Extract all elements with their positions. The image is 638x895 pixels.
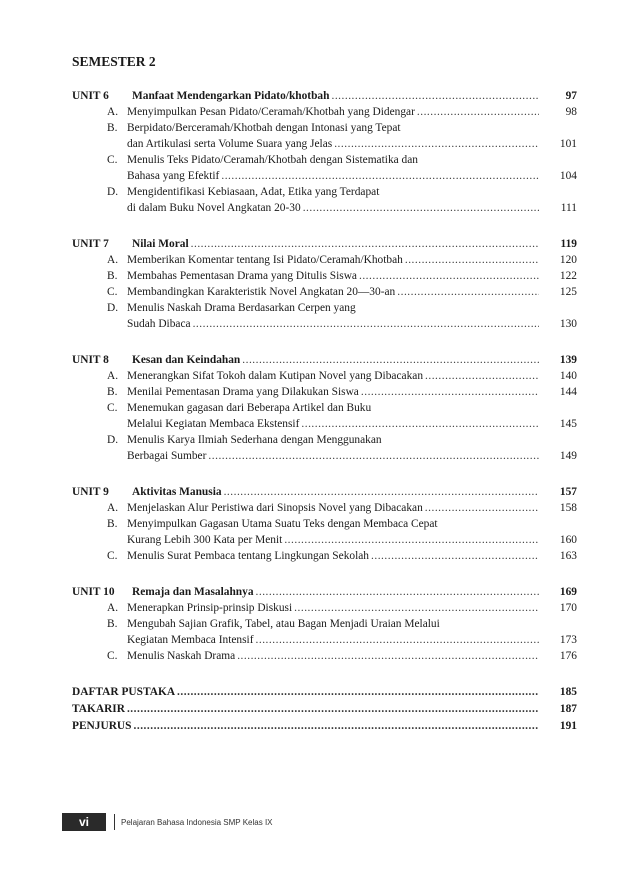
entry-letter: A. <box>107 502 119 514</box>
toc-entry-row[interactable] <box>72 105 577 120</box>
entry-page-number: 149 <box>559 450 577 462</box>
unit-page-number: 139 <box>559 354 577 366</box>
toc-entry-row[interactable] <box>72 153 577 168</box>
entry-page-number: 160 <box>559 534 577 546</box>
entry-title: Menulis Surat Pembaca tentang Lingkungan Sekolah <box>127 550 370 562</box>
entry-page-number: 144 <box>559 386 577 398</box>
dot-leader <box>224 485 539 500</box>
entry-page-number: 170 <box>559 602 577 614</box>
dot-leader <box>334 137 539 152</box>
toc-entry-row[interactable] <box>72 417 577 432</box>
entry-letter: D. <box>107 434 119 446</box>
entry-page-number: 173 <box>559 634 577 646</box>
toc-entry-row[interactable] <box>72 253 577 268</box>
unit-code: UNIT 6 <box>72 90 109 102</box>
dot-leader <box>425 501 539 516</box>
toc-entry-row[interactable] <box>72 201 577 216</box>
entry-letter: B. <box>107 518 118 530</box>
back-matter-row[interactable] <box>72 719 577 734</box>
unit-block <box>72 89 577 216</box>
unit-heading-row[interactable] <box>72 353 577 368</box>
toc-entry-row[interactable] <box>72 601 577 616</box>
dot-leader <box>425 369 539 384</box>
entry-page-number: 158 <box>559 502 577 514</box>
entry-letter: B. <box>107 270 118 282</box>
entry-page-number: 145 <box>559 418 577 430</box>
unit-title: Aktivitas Manusia <box>132 486 222 498</box>
toc-entry-row[interactable] <box>72 385 577 400</box>
dot-leader <box>134 719 540 734</box>
dot-leader <box>256 585 539 600</box>
back-matter-page-number: 185 <box>559 686 577 698</box>
unit-code: UNIT 8 <box>72 354 109 366</box>
dot-leader <box>294 601 539 616</box>
dot-leader <box>221 169 539 184</box>
unit-page-number: 119 <box>560 238 577 250</box>
dot-leader <box>361 385 539 400</box>
page-number: vi <box>62 813 106 831</box>
dot-leader <box>303 201 539 216</box>
unit-code: UNIT 10 <box>72 586 115 598</box>
entry-page-number: 98 <box>565 106 577 118</box>
toc-entry-row[interactable] <box>72 549 577 564</box>
toc-entry-row[interactable] <box>72 301 577 316</box>
entry-page-number: 111 <box>560 202 577 214</box>
toc-entry-row[interactable] <box>72 617 577 632</box>
entry-page-number: 130 <box>559 318 577 330</box>
unit-title: Nilai Moral <box>132 238 189 250</box>
toc-entry-row[interactable] <box>72 433 577 448</box>
entry-title-continued: Sudah Dibaca <box>127 318 191 330</box>
dot-leader <box>177 685 539 700</box>
entry-page-number: 120 <box>559 254 577 266</box>
entry-title: Menulis Teks Pidato/Ceramah/Khotbah dengan Sistematika dan <box>127 154 418 166</box>
entry-title: Menerapkan Prinsip-prinsip Diskusi <box>127 602 293 614</box>
entry-letter: A. <box>107 370 119 382</box>
entry-letter: B. <box>107 386 118 398</box>
entry-title: Membahas Pementasan Drama yang Ditulis Siswa <box>127 270 357 282</box>
entry-page-number: 140 <box>559 370 577 382</box>
toc-entry-row[interactable] <box>72 317 577 332</box>
dot-leader <box>242 353 539 368</box>
toc-entry-row[interactable] <box>72 649 577 664</box>
entry-title: Menyimpulkan Pesan Pidato/Ceramah/Khotbah yang Didengar <box>127 106 415 118</box>
dot-leader <box>371 549 539 564</box>
page-footer <box>62 813 273 831</box>
entry-letter: C. <box>107 286 118 298</box>
entry-title: Menilai Pementasan Drama yang Dilakukan Siswa <box>127 386 359 398</box>
toc-entry-row[interactable] <box>72 121 577 136</box>
back-matter-title: TAKARIR <box>72 703 125 715</box>
entry-title: Menjelaskan Alur Peristiwa dari Sinopsis Novel yang Dibacakan <box>127 502 423 514</box>
unit-title: Kesan dan Keindahan <box>132 354 241 366</box>
entry-letter: C. <box>107 550 118 562</box>
entry-letter: B. <box>107 618 118 630</box>
unit-heading-row[interactable] <box>72 585 577 600</box>
entry-title: Menulis Naskah Drama <box>127 650 236 662</box>
unit-block <box>72 585 577 664</box>
entry-page-number: 122 <box>559 270 577 282</box>
entry-title: Berpidato/Berceramah/Khotbah dengan Intonasi yang Tepat <box>127 122 401 134</box>
entry-letter: D. <box>107 302 119 314</box>
entry-letter: A. <box>107 602 119 614</box>
entry-letter: A. <box>107 106 119 118</box>
unit-heading-row[interactable] <box>72 237 577 252</box>
unit-title: Remaja dan Masalahnya <box>132 586 254 598</box>
dot-leader <box>405 253 539 268</box>
dot-leader <box>191 237 539 252</box>
toc-entry-row[interactable] <box>72 137 577 152</box>
entry-title-continued: Melalui Kegiatan Membaca Ekstensif <box>127 418 300 430</box>
toc-entry-row[interactable] <box>72 369 577 384</box>
entry-title-continued: Berbagai Sumber <box>127 450 207 462</box>
semester-heading: SEMESTER 2 <box>72 54 156 69</box>
entry-title: Menyimpulkan Gagasan Utama Suatu Teks dengan Membaca Cepat <box>127 518 438 530</box>
dot-leader <box>208 449 539 464</box>
dot-leader <box>331 89 539 104</box>
unit-page-number: 157 <box>559 486 577 498</box>
dot-leader <box>127 702 539 717</box>
unit-block <box>72 485 577 564</box>
unit-block <box>72 237 577 332</box>
toc-entry-row[interactable] <box>72 185 577 200</box>
entry-letter: C. <box>107 154 118 166</box>
toc-entry-row[interactable] <box>72 501 577 516</box>
entry-letter: D. <box>107 186 119 198</box>
footer-divider <box>114 814 115 830</box>
toc-entry-row[interactable] <box>72 401 577 416</box>
entry-title-continued: dan Artikulasi serta Volume Suara yang Jelas <box>127 138 333 150</box>
dot-leader <box>301 417 539 432</box>
toc-entry-row[interactable] <box>72 533 577 548</box>
unit-code: UNIT 7 <box>72 238 109 250</box>
dot-leader <box>359 269 539 284</box>
back-matter-list <box>72 685 577 734</box>
entry-title-continued: Kurang Lebih 300 Kata per Menit <box>127 534 283 546</box>
back-matter-title: DAFTAR PUSTAKA <box>72 686 176 698</box>
entry-title: Mengidentifikasi Kebiasaan, Adat, Etika yang Terdapat <box>127 186 380 198</box>
back-matter-page-number: 191 <box>559 720 577 732</box>
back-matter-page-number: 187 <box>559 703 577 715</box>
back-matter-title: PENJURUS <box>72 720 132 732</box>
dot-leader <box>397 285 539 300</box>
entry-title: Menemukan gagasan dari Beberapa Artikel dan Buku <box>127 402 372 414</box>
dot-leader <box>284 533 539 548</box>
entry-title: Memberikan Komentar tentang Isi Pidato/Ceramah/Khotbah <box>127 254 403 266</box>
toc-entry-row[interactable] <box>72 633 577 648</box>
unit-page-number: 169 <box>559 586 577 598</box>
entry-page-number: 104 <box>559 170 577 182</box>
entry-letter: C. <box>107 650 118 662</box>
unit-title: Manfaat Mendengarkan Pidato/khotbah <box>132 90 330 102</box>
entry-page-number: 176 <box>559 650 577 662</box>
toc-entry-row[interactable] <box>72 517 577 532</box>
toc-entry-row[interactable] <box>72 285 577 300</box>
dot-leader <box>193 317 539 332</box>
entry-title-continued: Bahasa yang Efektif <box>127 170 220 182</box>
unit-heading-row[interactable] <box>72 89 577 104</box>
table-of-contents <box>72 54 577 734</box>
entry-page-number: 125 <box>559 286 577 298</box>
unit-code: UNIT 9 <box>72 486 109 498</box>
entry-title-continued: di dalam Buku Novel Angkatan 20-30 <box>127 202 301 214</box>
unit-heading-row[interactable] <box>72 485 577 500</box>
entry-title: Menerangkan Sifat Tokoh dalam Kutipan Novel yang Dibacakan <box>127 370 424 382</box>
toc-entry-row[interactable] <box>72 449 577 464</box>
units-list <box>72 89 577 664</box>
dot-leader <box>237 649 539 664</box>
entry-page-number: 101 <box>559 138 577 150</box>
unit-block <box>72 353 577 464</box>
back-matter-row[interactable] <box>72 702 577 717</box>
entry-title: Menulis Karya Ilmiah Sederhana dengan Menggunakan <box>127 434 382 446</box>
entry-page-number: 163 <box>559 550 577 562</box>
entry-title: Mengubah Sajian Grafik, Tabel, atau Bagan Menjadi Uraian Melalui <box>127 618 440 630</box>
dot-leader <box>256 633 539 648</box>
entry-letter: B. <box>107 122 118 134</box>
unit-page-number: 97 <box>565 90 577 102</box>
entry-title-continued: Kegiatan Membaca Intensif <box>127 634 254 646</box>
entry-letter: A. <box>107 254 119 266</box>
toc-entry-row[interactable] <box>72 169 577 184</box>
toc-entry-row[interactable] <box>72 269 577 284</box>
entry-title: Membandingkan Karakteristik Novel Angkatan 20—30-an <box>127 286 396 298</box>
entry-title: Menulis Naskah Drama Berdasarkan Cerpen yang <box>127 302 356 314</box>
entry-letter: C. <box>107 402 118 414</box>
footer-book-title: Pelajaran Bahasa Indonesia SMP Kelas IX <box>121 817 273 827</box>
dot-leader <box>417 105 539 120</box>
back-matter-row[interactable] <box>72 685 577 700</box>
